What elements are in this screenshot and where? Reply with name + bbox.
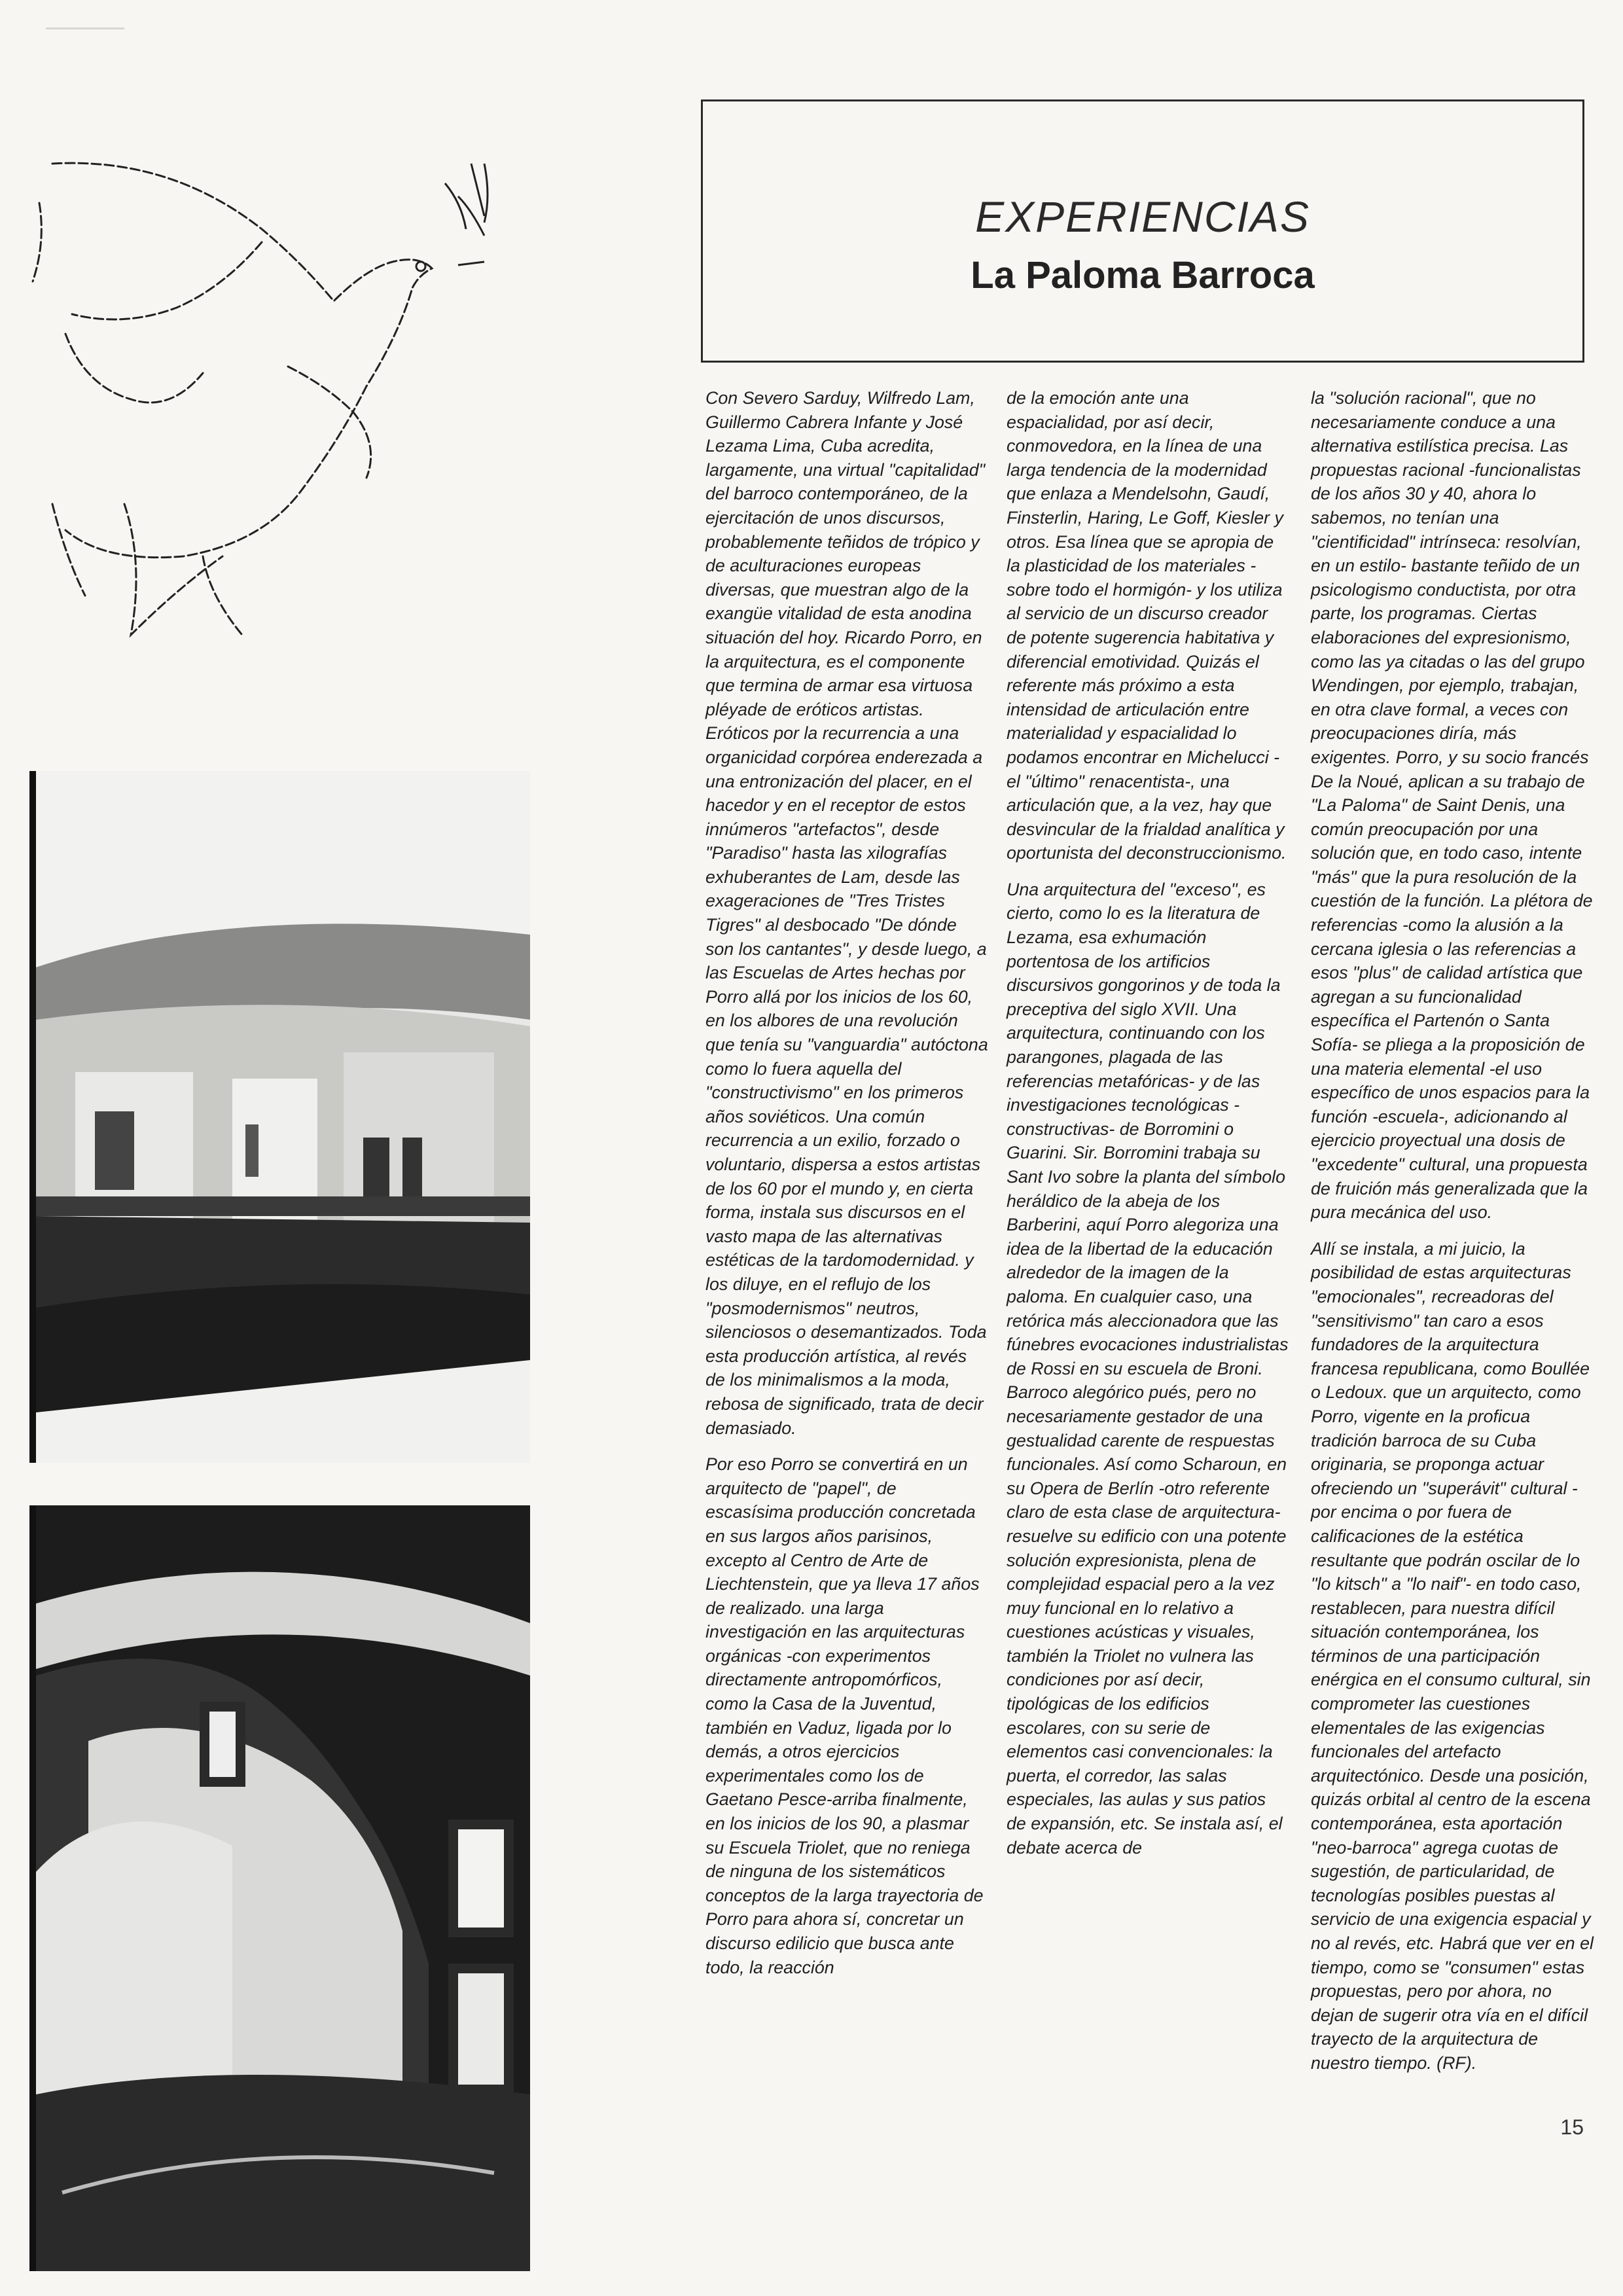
article-column-2 [1007,386,1289,1872]
article-paragraph: de la emoción ante una espacialidad, por así decir, conmovedora, en la línea de una larga tendencia de la modernidad que enlaza a Mendelsohn, Gaudí, Finsterlin, Haring, Le Goff, Kiesler y otros. Esa línea que se apropia de la plasticidad de los materiales -sobre todo el hormigón- y los utiliza al servicio de un discurso creador de potente sugerencia habitativa y diferencial emotividad. Quizás el referente más próximo a esta intensidad de articulación entre materialidad y espacialidad lo podamos encontrar en Michelucci -el "último" renacentista-, una articulación que, a la vez, hay que desvincular de la frialdad analítica y oportunista del deconstruccionismo. [1007,388,1287,863]
article-column-3 [1311,386,1594,2088]
school-exterior-photo [36,771,530,1463]
article-header-box [701,99,1584,363]
article-paragraph: Una arquitectura del "exceso", es cierto, como lo es la literatura de Lezama, esa exhumación portentosa de los artificios discursivos gongorinos y de toda la preceptiva del siglo XVII. Una arquitectura, continuando con los parangones, plagada de las referencias metafóricas- y de las investigaciones tecnológicas -constructivas- de Borromini o Guarini. Sir. Borromini trabaja su Sant Ivo sobre la planta del símbolo heráldico de la abeja de los Barberini, aquí Porro alegoriza una idea de la libertad de la educación alrededor de la imagen de la paloma. En cualquier caso, una retórica más aleccionadora que las fúnebres evocaciones industrialistas de Rossi en su escuela de Broni. Barroco alegórico pués, pero no necesariamente gestador de una gestualidad carente de respuestas funcionales. Así como Scharoun, en su Opera de Berlín -otro referente claro de esta clase de arquitectura-resuelve su edificio con una potente solución expresionista, plena de complejidad espacial pero a la vez muy funcional en lo relativo a cuestiones acústicas y visuales, también la Triolet no vulnera las condiciones por así decir, tipológicas de los edificios escolares, con su serie de elementos casi convencionales: la puerta, el corredor, las salas especiales, las aulas y sus patios de expansión, etc. Se instala así, el debate acerca de [1007,879,1289,1857]
top-rule [46,27,124,29]
article-paragraph: la "solución racional", que no necesariamente conduce a una alternativa estilística precisa. Las propuestas racional -funcionalistas de los años 30 y 40, ahora lo sabemos, no tenían una "cientificidad" intrínseca: resolvían, en un estilo- bastante teñido de un psicologismo conductista, por otra parte, los programas. Ciertas elaboraciones del expresionismo, como las ya citadas o las del grupo Wendingen, por ejemplo, trabajan, en otra clave formal, a veces con preocupaciones diría, más exigentes. Porro, y su socio francés De la Noué, aplican a su trabajo de "La Paloma" de Saint Denis, una común preocupación por una solución que, en todo caso, intente "más" que la pura resolución de la cuestión de la función. La plétora de referencias -como la alusión a la cercana iglesia o las referencias a esos "plus" de calidad artística que agregan a su funcionalidad específica el Partenón o Santa Sofía- se pliega a la proposición de una materia elemental -el uso específico de unos espacios para la función -escuela-, adicionando al ejercicio proyectual una dosis de "excedente" cultural, una propuesta de fruición más generalizada que la pura mecánica del uso. [1311,388,1593,1223]
article-paragraph: Con Severo Sarduy, Wilfredo Lam, Guillermo Cabrera Infante y José Lezama Lima, Cuba acredita, largamente, una virtual "capitalidad" del barroco contemporáneo, de la ejercitación de unos discursos, probablemente teñidos de trópico y de aculturaciones europeas diversas, que muestran algo de la exangüe vitalidad de esta anodina situación del hoy. Ricardo Porro, en la arquitectura, es el componente que termina de armar esa virtuosa pléyade de eróticos artistas. Eróticos por la recurrencia a una organicidad corpórea enderezada a una entronización del placer, en el hacedor y en el receptor de estos innúmeros "artefactos", desde "Paradiso" hasta las xilografías exhuberantes de Lam, desde las exageraciones de "Tres Tristes Tigres" al desbocado "De dónde son los cantantes", y desde luego, a las Escuelas de Artes hechas por Porro allá por los inicios de los 60, en los albores de una revolución que tenía su "vanguardia" autóctona como lo fuera aquella del "constructivismo" en los primeros años soviéticos. Una común recurrencia a un exilio, forzado o voluntario, dispersa a estos artistas de los 60 por el mundo y, en cierta forma, instala sus discursos en el vasto mapa de las alternativas estéticas de la tardomodernidad. y los diluye, en el reflujo de los "posmodernismos" neutros, silenciosos o desemantizados. Toda esta producción artística, al revés de los minimalismos a la moda, rebosa de significado, trata de decir demasiado. [705,388,988,1438]
section-kicker: EXPERIENCIAS [975,192,1310,241]
article-paragraph: Allí se instala, a mi juicio, la posibilidad de estas arquitecturas "emocionales", recreadoras del "sensitivismo" tan caro a esos fundadores de la arquitectura francesa republicana, como Boullée o Ledoux. que un arquitecto, como Porro, vigente en la proficua tradición barroca de su Cuba originaria, se proponga actuar ofreciendo un "superávit" cultural -por encima o por fuera de calificaciones de la estética resultante que podrán oscilar de lo "lo kitsch" a "lo naif"- en todo caso, restablecen, para nuestra difícil situación contemporánea, los términos de una participación enérgica en el consumo cultural, sin comprometer las cuestiones elementales de las exigencias funcionales del artefacto arquitectónico. Desde una posición, quizás orbital al centro de la escena contemporánea, esta aportación "neo-barroca" agrega cuotas de sugestión, de particularidad, de tecnologías posibles puestas al servicio de una exigencia espacial y no al revés, etc. Habrá que ver en el tiempo, como se "consumen" estas propuestas, pero por ahora, no dejan de sugerir otra vía en el difícil trayecto de la arquitectura de nuestro tiempo. (RF). [1311,1238,1594,2073]
page-number: 15 [1560,2115,1584,2139]
article-paragraph: Por eso Porro se convertirá en un arquitecto de "papel", de escasísima producción concretada en sus largos años parisinos, excepto al Centro de Arte de Liechtenstein, que ya lleva 17 años de realizado. una larga investigación en las arquitecturas orgánicas -con experimentos directamente antropomórficos, como la Casa de la Juventud, también en Vaduz, ligada por lo demás, a otros ejercicios experimentales como los de Gaetano Pesce-arriba finalmente, en los inicios de los 90, a plasmar su Escuela Triolet, que no reniega de ninguna de los sistemáticos conceptos de la larga trayectoria de Porro para ahora sí, concretar un discurso edilicio que busca ante todo, la reacción [705,1454,984,1977]
dove-icon [26,137,510,661]
article-column-1 [705,386,988,1992]
article-title: La Paloma Barroca [971,254,1315,296]
school-interior-photo [36,1505,530,2271]
